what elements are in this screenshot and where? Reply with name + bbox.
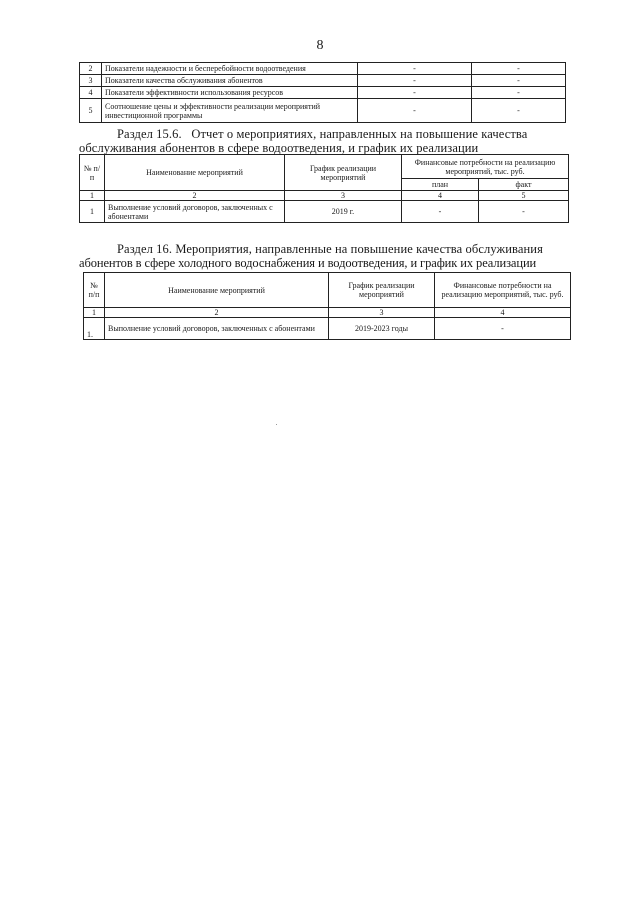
indicator-value-a: - [358,75,472,87]
index-cell: 3 [285,191,402,201]
col-header-name: Наименование мероприятий [105,273,329,308]
table-index-row [84,308,571,318]
table-index-row [80,191,569,201]
table-row [80,87,566,99]
row-number: 5 [80,99,102,123]
table-row [80,201,569,223]
table-row [84,318,571,340]
activity-name: Выполнение условий договоров, заключенных с абонентами [105,201,285,223]
col-header-fact: факт [479,179,569,191]
indicator-name: Показатели эффективности использования ресурсов [102,87,358,99]
section-15-6-heading [79,127,569,155]
indicator-name: Соотношение цены и эффективности реализации мероприятий инвестиционной программы [102,99,358,123]
col-header-num: № п/п [80,155,105,191]
section-16-heading-line1: Раздел 16. Мероприятия, направленные на повышение качества обслуживания [117,242,543,256]
col-header-name: Наименование мероприятий [105,155,285,191]
section-16-heading-line2: абонентов в сфере холодного водоснабжения и водоотведения, и график их реализации [79,256,537,270]
row-number: 1. [84,318,105,340]
indicator-value-a: - [358,99,472,123]
index-cell: 4 [402,191,479,201]
indicator-name: Показатели надежности и бесперебойности водоотведения [102,63,358,75]
col-header-plan: план [402,179,479,191]
section-16-heading [79,242,569,270]
activity-plan: - [402,201,479,223]
activity-finance: - [435,318,571,340]
index-cell: 2 [105,191,285,201]
index-cell: 1 [80,191,105,201]
indicators-table [79,62,566,123]
indicator-value-a: - [358,87,472,99]
activity-name: Выполнение условий договоров, заключенных с абонентами [105,318,329,340]
table-row [80,75,566,87]
indicator-value-b: - [472,87,566,99]
activity-fact: - [479,201,569,223]
table-row [80,99,566,123]
index-cell: 2 [105,308,329,318]
row-number: 3 [80,75,102,87]
index-cell: 1 [84,308,105,318]
row-number: 4 [80,87,102,99]
col-header-schedule: График реализации мероприятий [285,155,402,191]
section-15-6-heading-line1: Раздел 15.6. Отчет о мероприятиях, направленных на повышение качества [117,127,528,141]
indicator-value-b: - [472,99,566,123]
col-header-finance: Финансовые потребности на реализацию мероприятий, тыс. руб. [402,155,569,179]
page-number: 8 [316,38,324,53]
scan-speck [276,424,277,425]
section-16-table [83,272,571,340]
index-cell: 4 [435,308,571,318]
col-header-schedule: График реализации мероприятий [329,273,435,308]
indicator-value-b: - [472,63,566,75]
indicator-value-b: - [472,75,566,87]
activity-schedule: 2019-2023 годы [329,318,435,340]
section-15-6-table [79,154,569,223]
col-header-num: № п/п [84,273,105,308]
indicator-value-a: - [358,63,472,75]
activity-schedule: 2019 г. [285,201,402,223]
indicator-name: Показатели качества обслуживания абонентов [102,75,358,87]
row-number: 2 [80,63,102,75]
section-15-6-heading-line2: обслуживания абонентов в сфере водоотведения, и график их реализации [79,141,479,155]
table-row [80,63,566,75]
col-header-finance: Финансовые потребности на реализацию мероприятий, тыс. руб. [435,273,571,308]
row-number: 1 [80,201,105,223]
index-cell: 3 [329,308,435,318]
index-cell: 5 [479,191,569,201]
